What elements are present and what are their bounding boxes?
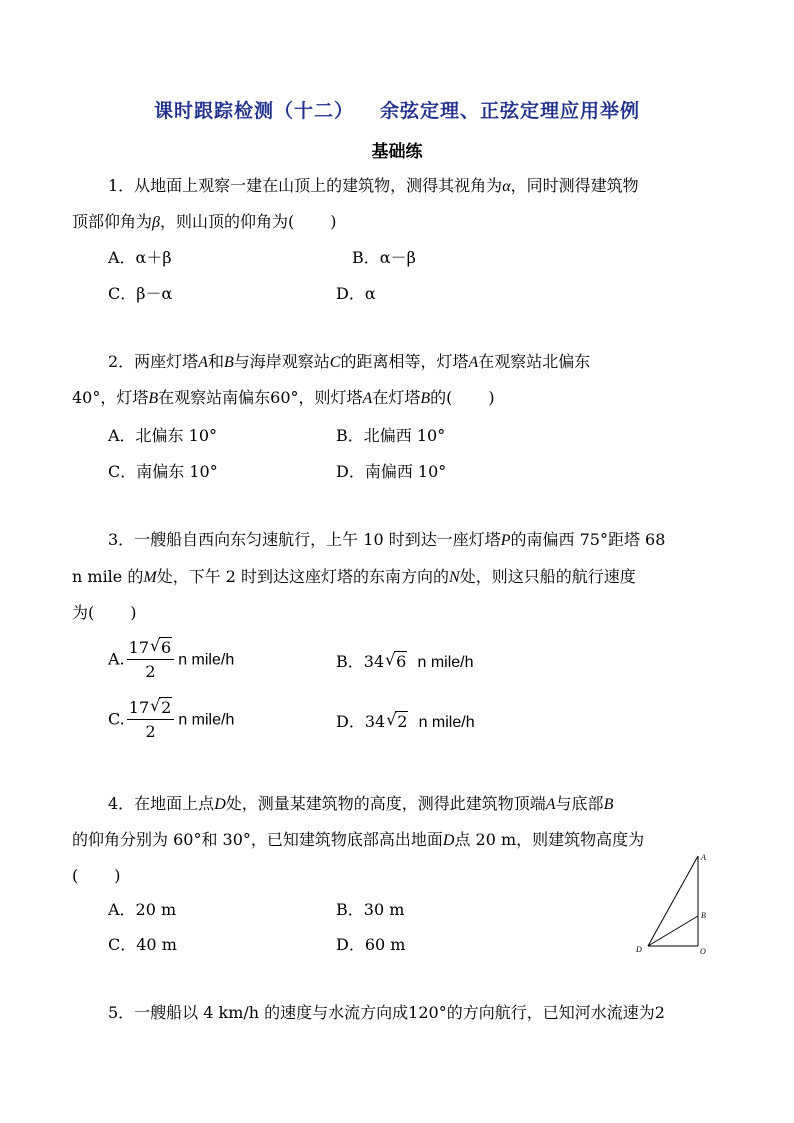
page-title	[0, 96, 794, 123]
q2-line-2: 40°，灯塔B在观察站南偏东60°，则灯塔A在灯塔B的( )	[72, 388, 495, 407]
q3-option-a[interactable]: A. 17 √ 6 2 n mile/h	[108, 636, 235, 681]
q2-option-b[interactable]: B．北偏西 10°	[336, 426, 446, 445]
q4-figure	[630, 848, 720, 958]
q4-option-a[interactable]: A．20 m	[108, 900, 177, 919]
q4-option-d[interactable]: D．60 m	[336, 935, 406, 954]
q5-line-1: 5．一艘船以 4 km/h 的速度与水流方向成120°的方向航行，已知河水流速为2	[108, 1003, 665, 1022]
title-main: 课时跟踪检测（十二）	[153, 100, 354, 122]
section-heading: 基础练	[371, 142, 423, 162]
q2-option-c[interactable]: C．南偏东 10°	[108, 462, 218, 481]
q4-line-2: 的仰角分别为 60°和 30°，已知建筑物底部高出地面D点 20 m，则建筑物高度为	[72, 830, 645, 849]
title-sub: 余弦定理、正弦定理应用举例	[380, 100, 641, 122]
q3-line-2: n mile 的M处，下午 2 时到达这座灯塔的东南方向的N处，则这只船的航行速度	[72, 567, 636, 586]
q1-option-b[interactable]: B．α－β	[352, 248, 416, 267]
fig-line-db	[648, 916, 698, 946]
q1-option-d[interactable]: D．α	[336, 284, 376, 303]
q3-line-3: 为( )	[72, 603, 137, 622]
q4-line-1: 4．在地面上点D处，测量某建筑物的高度，测得此建筑物顶端A与底部B	[108, 794, 614, 813]
q2-option-a[interactable]: A．北偏东 10°	[108, 426, 218, 445]
fig-label-o: O	[700, 947, 706, 956]
fig-label-a: A	[701, 853, 706, 862]
q4-option-b[interactable]: B．30 m	[336, 900, 405, 919]
q3-option-c[interactable]: C. 17 √ 2 2 n mile/h	[108, 696, 235, 741]
q2-option-d[interactable]: D．南偏西 10°	[336, 462, 447, 481]
q1-option-c[interactable]: C．β－α	[108, 284, 173, 303]
q3-option-d[interactable]: D．34 √ 2 n mile/h	[336, 710, 475, 731]
fraction: 17 √ 2 2	[127, 698, 175, 742]
q3-option-b[interactable]: B．34 √ 6 n mile/h	[336, 650, 474, 671]
q1-line-2: 顶部仰角为β，则山顶的仰角为( )	[72, 212, 337, 231]
fig-label-b: B	[701, 911, 706, 920]
q1-option-a[interactable]: A．α＋β	[108, 248, 172, 267]
q3-line-1: 3．一艘船自西向东匀速航行，上午 10 时到达一座灯塔P的南偏西 75°距塔 68	[108, 530, 666, 549]
fraction: 17 √ 6 2	[127, 638, 175, 682]
q1-line-1: 1．从地面上观察一建在山顶上的建筑物，测得其视角为α，同时测得建筑物	[108, 176, 639, 195]
fig-label-d: D	[636, 945, 642, 954]
fig-line-da	[648, 856, 698, 946]
q4-line-3: ( )	[72, 866, 121, 885]
q2-line-1: 2．两座灯塔A和B与海岸观察站C的距离相等，灯塔A在观察站北偏东	[108, 352, 591, 371]
q4-option-c[interactable]: C．40 m	[108, 935, 177, 954]
